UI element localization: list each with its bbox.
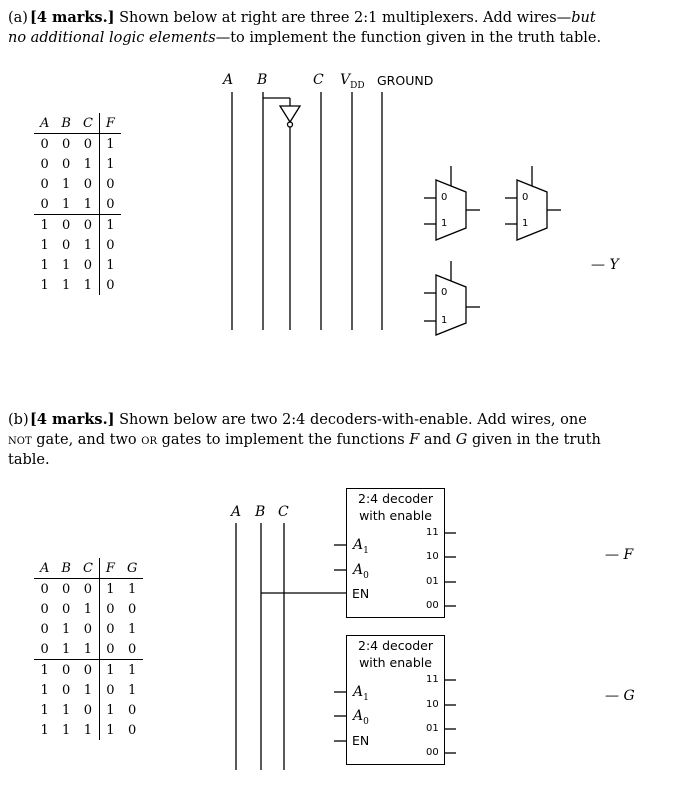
table-cell: 0 bbox=[83, 136, 93, 152]
decoder-2-a0: $A_0$ bbox=[353, 708, 369, 727]
decoder-1-title-2: with enable bbox=[359, 508, 432, 523]
table-cell: 0 bbox=[99, 194, 121, 215]
table-cell: 1 bbox=[99, 134, 121, 155]
table-cell: 0 bbox=[55, 215, 77, 236]
part-a-label: (a) bbox=[8, 10, 28, 26]
table-cell: 1 bbox=[62, 621, 71, 637]
table-cell: 1 bbox=[127, 581, 137, 597]
part-a-prompt: (a) [4 marks.] Shown below at right are three 2:1 multiplexers. Add wires—but no additional logic elements—to implement the function given in the truth table. bbox=[8, 9, 602, 46]
part-b-prompt: (b)[4 marks.] Shown below are two 2:4 decoders-with-enable. Add wires, one not gate, and two or gates to implement the functions F and G given in the truth table. bbox=[8, 411, 601, 468]
table-cell: 0 bbox=[127, 702, 137, 718]
mux-3-in0: 0 bbox=[441, 287, 448, 298]
table-cell: 1 bbox=[83, 277, 93, 293]
input-label-vdd: $V_{DD}$ bbox=[340, 72, 365, 91]
input-label-b-c: C bbox=[278, 504, 289, 520]
output-label-y: — Y bbox=[591, 257, 619, 273]
table-cell: 1 bbox=[62, 257, 71, 273]
decoder-2-out-11: 11 bbox=[426, 674, 439, 685]
table-cell: 1 bbox=[34, 660, 55, 681]
table-cell: 0 bbox=[40, 136, 49, 152]
mux-3-in1: 1 bbox=[441, 315, 448, 326]
table-cell: 0 bbox=[62, 581, 71, 597]
decoder-2 bbox=[346, 635, 445, 765]
table-header: B bbox=[55, 113, 77, 134]
table-cell: 0 bbox=[62, 682, 71, 698]
table-cell: 1 bbox=[83, 601, 93, 617]
table-header: A bbox=[34, 113, 55, 134]
table-cell: 1 bbox=[99, 579, 121, 600]
table-cell: 1 bbox=[34, 215, 55, 236]
decoder-2-title-1: 2:4 decoder bbox=[358, 638, 433, 653]
table-cell: 0 bbox=[83, 176, 93, 192]
output-label-f: — F bbox=[605, 547, 634, 563]
decoder-2-title-2: with enable bbox=[359, 655, 432, 670]
table-cell: 0 bbox=[40, 156, 49, 172]
decoder-1-out-10: 10 bbox=[426, 551, 439, 562]
table-cell: 1 bbox=[40, 257, 49, 273]
table-header: B bbox=[55, 558, 77, 579]
table-cell: 1 bbox=[62, 722, 71, 738]
table-cell: 1 bbox=[121, 660, 143, 681]
decoder-1-a1: $A_1$ bbox=[353, 537, 369, 556]
table-cell: 0 bbox=[40, 581, 49, 597]
decoder-1-a0: $A_0$ bbox=[353, 562, 369, 581]
input-label-a: A bbox=[223, 72, 234, 88]
mux-2-in0: 0 bbox=[522, 192, 529, 203]
part-a-marks: [4 marks.] bbox=[30, 9, 115, 26]
table-cell: 1 bbox=[99, 154, 121, 174]
table-cell: 0 bbox=[40, 176, 49, 192]
table-cell: 0 bbox=[99, 235, 121, 255]
part-b-marks: [4 marks.] bbox=[30, 411, 115, 428]
table-cell: 0 bbox=[62, 237, 71, 253]
input-label-ground: GROUND bbox=[377, 73, 434, 88]
decoder-1 bbox=[346, 488, 445, 618]
table-cell: 1 bbox=[99, 255, 121, 275]
mux-1-in0: 0 bbox=[441, 192, 448, 203]
table-cell: 1 bbox=[40, 277, 49, 293]
decoder-1-out-00: 00 bbox=[426, 600, 439, 611]
mux-1-in1: 1 bbox=[441, 218, 448, 229]
table-cell: 0 bbox=[127, 601, 137, 617]
table-cell: 0 bbox=[99, 619, 121, 639]
table-cell: 1 bbox=[62, 641, 71, 657]
table-cell: 1 bbox=[62, 702, 71, 718]
table-cell: 0 bbox=[83, 702, 93, 718]
table-cell: 1 bbox=[83, 682, 93, 698]
decoder-2-out-10: 10 bbox=[426, 699, 439, 710]
table-cell: 0 bbox=[40, 601, 49, 617]
table-cell: 0 bbox=[127, 641, 137, 657]
table-cell: 1 bbox=[83, 156, 93, 172]
part-b-label: (b) bbox=[8, 412, 29, 428]
table-cell: 1 bbox=[83, 722, 93, 738]
decoder-1-out-11: 11 bbox=[426, 527, 439, 538]
table-cell: 0 bbox=[62, 156, 71, 172]
table-cell: 1 bbox=[99, 660, 121, 681]
table-cell: 0 bbox=[83, 581, 93, 597]
table-header: G bbox=[121, 558, 143, 579]
input-label-b: B bbox=[257, 72, 268, 88]
table-cell: 0 bbox=[99, 275, 121, 295]
table-cell: 1 bbox=[127, 621, 137, 637]
decoder-1-title-1: 2:4 decoder bbox=[358, 491, 433, 506]
table-cell: 0 bbox=[40, 621, 49, 637]
table-cell: 1 bbox=[62, 176, 71, 192]
table-cell: 0 bbox=[127, 722, 137, 738]
table-cell: 1 bbox=[62, 196, 71, 212]
table-cell: 1 bbox=[83, 237, 93, 253]
table-cell: 1 bbox=[40, 702, 49, 718]
table-cell: 1 bbox=[83, 196, 93, 212]
mux-1 bbox=[424, 166, 480, 240]
output-label-g: — G bbox=[605, 688, 635, 704]
table-cell: 0 bbox=[99, 599, 121, 619]
table-cell: 0 bbox=[99, 639, 121, 660]
input-label-c: C bbox=[313, 72, 324, 88]
table-cell: 1 bbox=[40, 722, 49, 738]
table-cell: 1 bbox=[99, 700, 121, 720]
decoder-2-out-00: 00 bbox=[426, 747, 439, 758]
table-cell: 1 bbox=[99, 720, 121, 740]
table-cell: 1 bbox=[99, 215, 121, 236]
mux-2-in1: 1 bbox=[522, 218, 529, 229]
table-header: F bbox=[99, 558, 121, 579]
decoder-1-out-01: 01 bbox=[426, 576, 439, 587]
mux-2 bbox=[505, 166, 561, 240]
table-header: C bbox=[77, 558, 99, 579]
decoder-2-en: EN bbox=[352, 733, 370, 748]
table-header: C bbox=[77, 113, 99, 134]
table-header: F bbox=[99, 113, 121, 134]
decoder-2-a1: $A_1$ bbox=[353, 684, 369, 703]
table-cell: 0 bbox=[62, 601, 71, 617]
table-cell: 0 bbox=[83, 257, 93, 273]
input-label-b-a: A bbox=[231, 504, 242, 520]
mux-3 bbox=[424, 261, 480, 335]
table-cell: 0 bbox=[77, 215, 99, 236]
table-cell: 0 bbox=[77, 660, 99, 681]
table-cell: 0 bbox=[40, 196, 49, 212]
not-gate-icon bbox=[263, 98, 300, 330]
table-cell: 0 bbox=[99, 174, 121, 194]
decoder-1-en: EN bbox=[352, 586, 370, 601]
table-cell: 1 bbox=[127, 682, 137, 698]
input-label-b-b: B bbox=[255, 504, 266, 520]
table-cell: 1 bbox=[62, 277, 71, 293]
table-cell: 0 bbox=[83, 621, 93, 637]
decoder-2-out-01: 01 bbox=[426, 723, 439, 734]
table-cell: 0 bbox=[55, 660, 77, 681]
table-header: A bbox=[34, 558, 55, 579]
table-cell: 0 bbox=[62, 136, 71, 152]
table-cell: 1 bbox=[83, 641, 93, 657]
table-cell: 0 bbox=[40, 641, 49, 657]
table-cell: 0 bbox=[99, 680, 121, 700]
table-cell: 1 bbox=[40, 682, 49, 698]
table-cell: 1 bbox=[40, 237, 49, 253]
